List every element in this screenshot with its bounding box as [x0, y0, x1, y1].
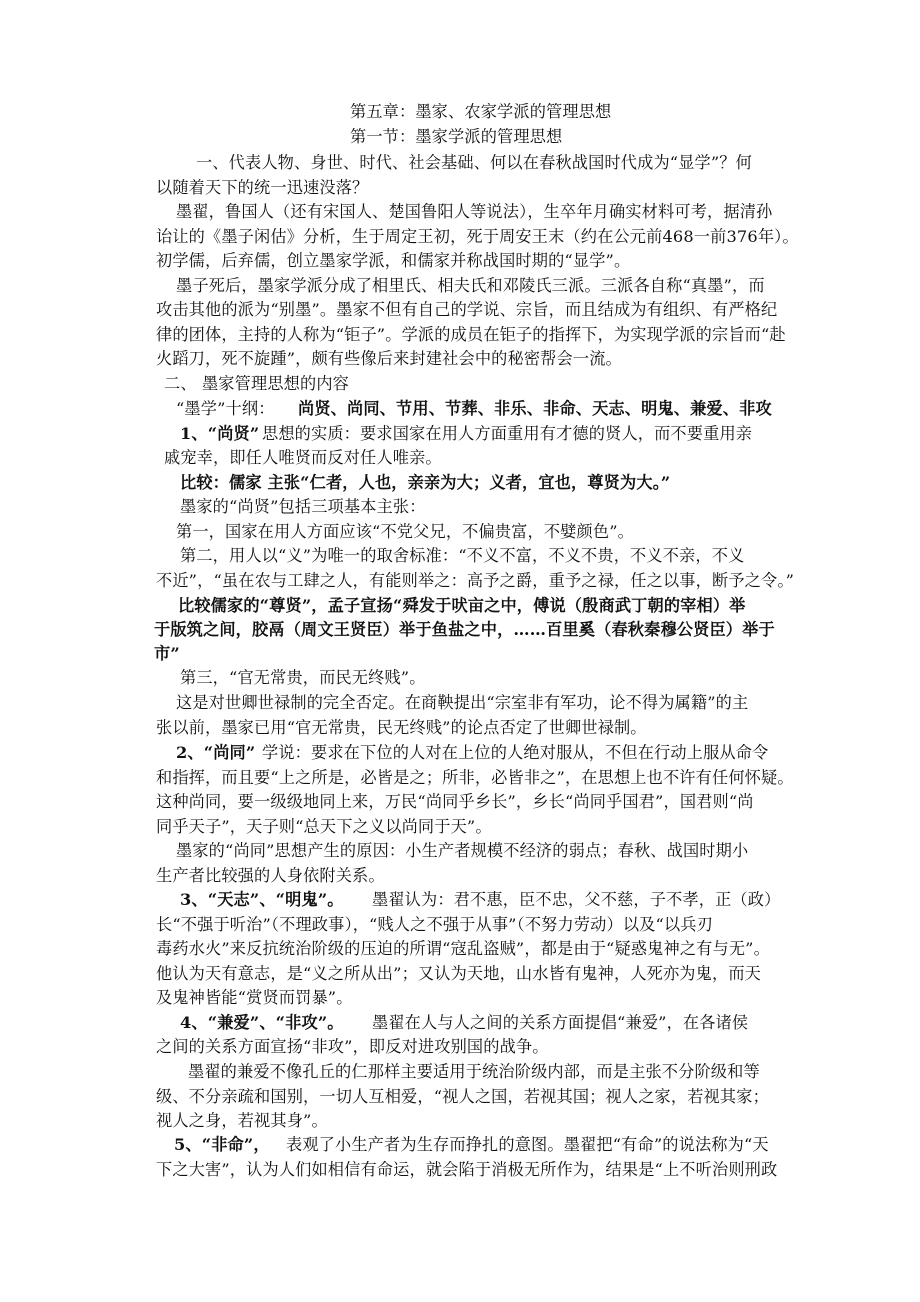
ten-principles: 尚贤、尚同、节用、节葬、非乐、非命、天志、明鬼、兼爱、非攻 [298, 399, 772, 418]
body-line: 墨子死后，墨家学派分成了相里氏、相夫氏和邓陵氏三派。三派各自称“真墨”，而 [176, 276, 765, 295]
body-line: 视人之身，若视其身”。 [156, 1111, 328, 1130]
body-line: “墨学”十纲： [176, 399, 275, 418]
body-line-bold: 比较：儒家 主张“仁者，人也，亲亲为大；义者，宜也，尊贤为大。” [180, 473, 671, 492]
body-line: 墨翟认为：君不惠，臣不忠，父不慈，子不孝，正（政） [372, 890, 781, 909]
body-line: 之间的关系方面宣扬“非攻”，即反对进攻别国的战争。 [156, 1037, 549, 1056]
point-heading: 5、“非命”， [174, 1135, 270, 1154]
body-line: 不近”，“虽在农与工肆之人，有能则举之：高予之爵，重予之禄，任之以事，断予之令。” [156, 571, 794, 590]
body-line: 张以前，墨家已用“官无常贵，民无终贱”的论点否定了世卿世禄制。 [156, 718, 647, 737]
point-heading: 3、“天志”、“明鬼”。 [180, 890, 344, 909]
body-line-bold: 市” [154, 644, 180, 663]
body-line: 律的团体，主持的人称为“钜子”。学派的成员在钜子的指挥下，为实现学派的宗旨而“赴 [156, 325, 786, 344]
body-line-bold: 比较儒家的“尊贤”，孟子宣扬“舜发于吠亩之中，傅说（殷商武丁朝的宰相）举 [178, 596, 746, 615]
body-line: 攻击其他的派为“别墨”。墨家不但有自己的学说、宗旨，而且结成为有组织、有严格纪 [156, 300, 778, 319]
body-line: 级、不分亲疏和国别，一切人互相爱，“视人之国，若视其国；视人之家，若视其家； [156, 1087, 769, 1106]
chapter-title: 第五章：墨家、农家学派的管理思想 [350, 102, 612, 121]
point-heading: 4、“兼爱”、“非攻”。 [180, 1013, 344, 1032]
body-line: 思想的实质：要求国家在用人方面重用有才德的贤人，而不要重用亲 [262, 424, 753, 443]
body-line: 戚宠幸，即任人唯贤而反对任人唯亲。 [164, 448, 442, 467]
body-line: 毒药水火”来反抗统治阶级的压迫的所谓“寇乱盗贼”，都是由于“疑惑鬼神之有与无”。 [156, 939, 770, 958]
body-line: 这是对世卿世禄制的完全否定。在商鞅提出“宗室非有军功，论不得为属籍”的主 [176, 693, 749, 712]
body-line: 以随着天下的统一迅速没落？ [156, 178, 369, 197]
body-line: 火蹈刀，死不旋踵”，颇有些像后来封建社会中的秘密帮会一流。 [156, 349, 622, 368]
body-line: 诒让的《墨子闲估》分析，生于周定王初，死于周安王末（约在公元前468一前376年）。 [156, 227, 799, 246]
body-line: 第一，国家在用人方面应该“不党父兄，不偏贵富，不嬖颜色”。 [176, 522, 634, 541]
body-line: 初学儒，后弃儒，创立墨家学派，和儒家并称战国时期的“显学”。 [156, 251, 631, 270]
body-line: 下之大害”，认为人们如相信有命运，就会陷于消极无所作为，结果是“上不听治则刑政 [156, 1160, 778, 1179]
body-line: 墨翟的兼爱不像孔丘的仁那样主要适用于统治阶级内部，而是主张不分阶级和等 [188, 1062, 760, 1081]
body-line: 墨翟，鲁国人（还有宋国人、楚国鲁阳人等说法），生卒年月确实材料可考，据清孙 [176, 202, 773, 221]
body-line: 生产者比较强的人身依附关系。 [156, 866, 385, 885]
body-line: 墨家的“尚贤”包括三项基本主张： [180, 497, 426, 516]
body-line-bold: 于版筑之间，胶鬲（周文王贤臣）举于鱼盐之中，……百里奚（春秋秦穆公贤臣）举于 [154, 620, 775, 639]
point-heading: 1、“尚贤” [180, 424, 260, 443]
subsection-heading: 二、 墨家管理思想的内容 [164, 374, 350, 393]
body-line: 及鬼神皆能“赏贤而罚暴”。 [156, 988, 353, 1007]
section-title: 第一节：墨家学派的管理思想 [350, 127, 563, 146]
body-line: 他认为天有意志，是“义之所从出”；又认为天地，山水皆有鬼神，人死亦为鬼，而天 [156, 964, 761, 983]
body-line: 学说：要求在下位的人对在上位的人绝对服从，不但在行动上服从命令 [262, 743, 769, 762]
body-line: 墨家的“尚同”思想产生的原因：小生产者规模不经济的弱点；春秋、战国时期小 [176, 841, 749, 860]
body-line: 同乎天子”，天子则“总天下之义以尚同于天”。 [156, 817, 492, 836]
body-line: 表观了小生产者为生存而挣扎的意图。墨翟把“有命”的说法称为“天 [286, 1135, 769, 1154]
body-line: 和指挥，而且要“上之所是，必皆是之；所非，必皆非之”，在思想上也不许有任何怀疑。 [156, 768, 794, 787]
body-line: 这种尚同，要一级级地同上来，万民“尚同乎乡长”，乡长“尚同乎国君”，国君则“尚 [156, 792, 754, 811]
point-heading: 2、“尚同” [176, 743, 256, 762]
body-line: 第二，用人以“义”为唯一的取舍标准：“不义不富，不义不贵，不义不亲，不义 [180, 546, 745, 565]
body-line: 长“不强于听治”（不理政事），“贱人之不强于从事”（不努力劳动）以及“以兵刃 [156, 915, 713, 934]
body-line: 墨翟在人与人之间的关系方面提倡“兼爱”，在各诸侯 [372, 1013, 749, 1032]
body-line: 一、代表人物、身世、时代、社会基础、何以在春秋战国时代成为“显学”？何 [196, 153, 752, 172]
body-line: 第三，“官无常贵，而民无终贱”。 [180, 668, 426, 687]
